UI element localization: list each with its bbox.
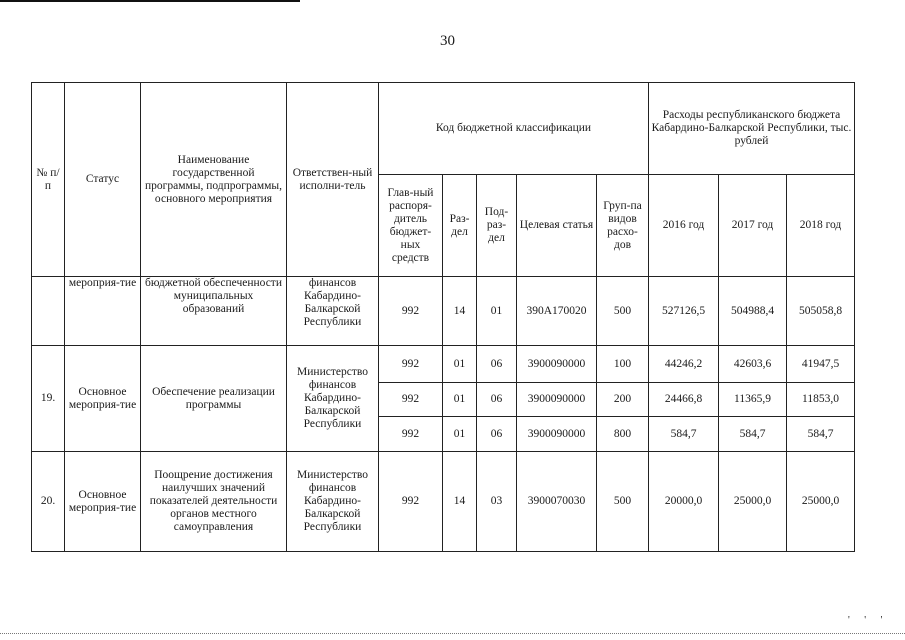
cell-executor: Министерство финансов Кабардино-Балкарской Республики: [287, 452, 379, 552]
cell-expense-group: 100: [597, 346, 649, 383]
header-status: Статус: [65, 83, 141, 277]
top-rule: [0, 0, 300, 2]
cell-grbs: 992: [379, 277, 443, 346]
cell-podrazdel: 03: [477, 452, 517, 552]
cell-num: 20.: [32, 452, 65, 552]
cell-2017: 25000,0: [719, 452, 787, 552]
cell-grbs: 992: [379, 452, 443, 552]
cell-razdel: 01: [443, 417, 477, 452]
cell-grbs: 992: [379, 383, 443, 417]
header-2017: 2017 год: [719, 175, 787, 277]
cell-num: 19.: [32, 346, 65, 452]
cell-target-article: 3900090000: [517, 383, 597, 417]
cell-expense-group: 500: [597, 277, 649, 346]
cell-2018: 41947,5: [787, 346, 855, 383]
cell-podrazdel: 06: [477, 417, 517, 452]
cell-razdel: 01: [443, 383, 477, 417]
cell-grbs: 992: [379, 346, 443, 383]
table-row: [32, 452, 855, 552]
cell-2018: 584,7: [787, 417, 855, 452]
cell-razdel: 14: [443, 277, 477, 346]
header-razdel: Раз-дел: [443, 175, 477, 277]
corner-marks: ' ' ': [848, 615, 889, 626]
cell-name: Поощрение достижения наилучших значений показателей деятельности органов местного самоуправления: [141, 452, 287, 552]
cell-2016: 527126,5: [649, 277, 719, 346]
header-grbs: Глав-ный распоря-дитель бюджет-ных средств: [379, 175, 443, 277]
cell-2016: 24466,8: [649, 383, 719, 417]
cell-executor: финансов Кабардино-Балкарской Республики: [287, 277, 379, 346]
cell-target-article: 3900090000: [517, 346, 597, 383]
header-executor: Ответствен-ный исполни-тель: [287, 83, 379, 277]
cell-2017: 42603,6: [719, 346, 787, 383]
cell-razdel: 01: [443, 346, 477, 383]
bottom-rule: [0, 633, 905, 638]
header-num: № п/п: [32, 83, 65, 277]
cell-status: мероприя-тие: [65, 277, 141, 346]
cell-razdel: 14: [443, 452, 477, 552]
cell-name: бюджетной обеспеченности муниципальных образований: [141, 277, 287, 346]
cell-status: Основное мероприя-тие: [65, 346, 141, 452]
cell-podrazdel: 01: [477, 277, 517, 346]
header-expense-group: Груп-па видов расхо-дов: [597, 175, 649, 277]
header-expenses: Расходы республиканского бюджета Кабардино-Балкарской Республики, тыс. рублей: [649, 83, 855, 175]
page-number: 30: [440, 33, 455, 49]
cell-2017: 504988,4: [719, 277, 787, 346]
table-row: [32, 346, 855, 383]
cell-target-article: 3900070030: [517, 452, 597, 552]
cell-2017: 584,7: [719, 417, 787, 452]
table-row: [32, 277, 855, 346]
header-target-article: Целевая статья: [517, 175, 597, 277]
cell-2018: 25000,0: [787, 452, 855, 552]
cell-num: [32, 277, 65, 346]
cell-2016: 44246,2: [649, 346, 719, 383]
cell-2018: 11853,0: [787, 383, 855, 417]
cell-target-article: 3900090000: [517, 417, 597, 452]
cell-2018: 505058,8: [787, 277, 855, 346]
header-row: [32, 83, 855, 175]
header-podrazdel: Под-раз-дел: [477, 175, 517, 277]
header-2018: 2018 год: [787, 175, 855, 277]
cell-podrazdel: 06: [477, 383, 517, 417]
cell-2016: 584,7: [649, 417, 719, 452]
header-name: Наименование государственной программы, подпрограммы, основного мероприятия: [141, 83, 287, 277]
cell-2016: 20000,0: [649, 452, 719, 552]
cell-podrazdel: 06: [477, 346, 517, 383]
header-budget-code: Код бюджетной классификации: [379, 83, 649, 175]
cell-expense-group: 500: [597, 452, 649, 552]
cell-name: Обеспечение реализации программы: [141, 346, 287, 452]
cell-target-article: 390А170020: [517, 277, 597, 346]
cell-expense-group: 200: [597, 383, 649, 417]
cell-grbs: 992: [379, 417, 443, 452]
header-2016: 2016 год: [649, 175, 719, 277]
budget-table: [31, 82, 855, 552]
cell-expense-group: 800: [597, 417, 649, 452]
cell-status: Основное мероприя-тие: [65, 452, 141, 552]
cell-executor: Министерство финансов Кабардино-Балкарской Республики: [287, 346, 379, 452]
cell-2017: 11365,9: [719, 383, 787, 417]
